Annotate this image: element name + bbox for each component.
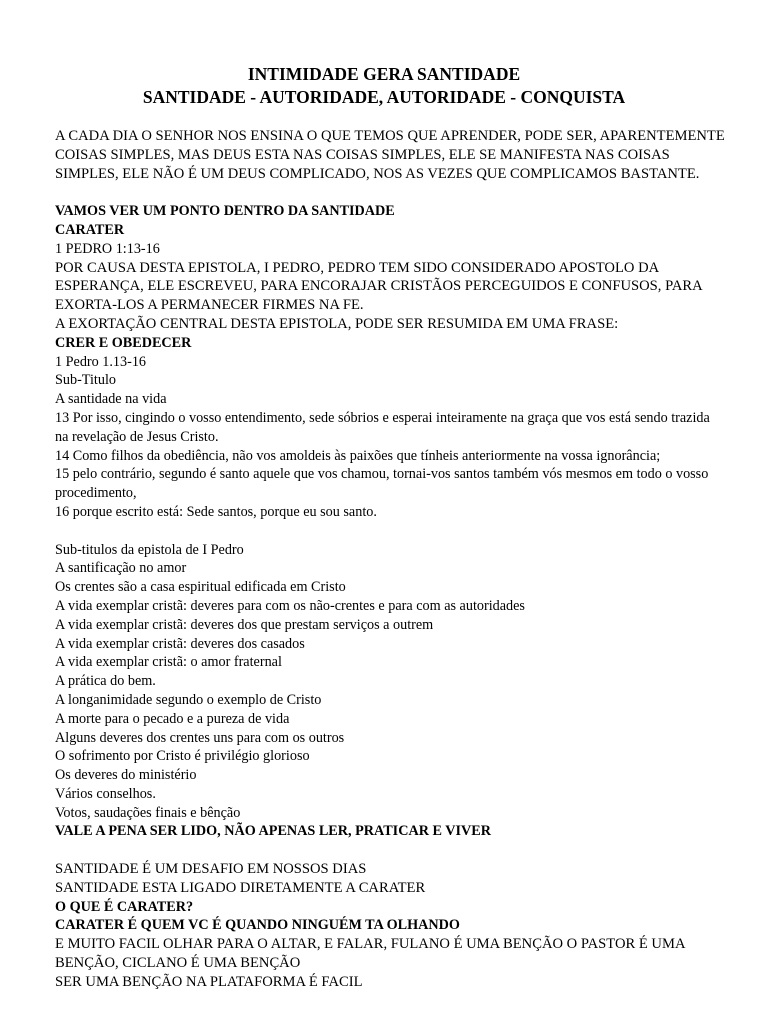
verse-line: 15 pelo contrário, segundo é santo aquele que vos chamou, tornai-vos santos também vós mesmos em todo o vosso	[55, 466, 709, 483]
list-item: A longanimidade segundo o exemplo de Cristo	[55, 691, 322, 708]
verse-line: na revelação de Jesus Cristo.	[55, 428, 219, 445]
intro-line: COISAS SIMPLES, MAS DEUS ESTA NAS COISAS SIMPLES, ELE SE MANIFESTA NAS COISAS	[55, 146, 670, 163]
body-line: EXORTA-LOS A PERMANECER FIRMES NA FE.	[55, 297, 364, 314]
intro-line: SIMPLES, ELE NÃO É UM DEUS COMPLICADO, NOS AS VEZES QUE COMPLICAMOS BASTANTE.	[55, 165, 700, 182]
list-item: O sofrimento por Cristo é privilégio glorioso	[55, 748, 310, 765]
verse-line: procedimento,	[55, 485, 137, 502]
list-item: A vida exemplar cristã: o amor fraternal	[55, 654, 282, 671]
bible-reference: 1 PEDRO 1:13-16	[55, 240, 160, 257]
list-item: A prática do bem.	[55, 673, 156, 690]
body-line: BENÇÃO, CICLANO É UMA BENÇÃO	[55, 955, 301, 972]
verse-line: 16 porque escrito está: Sede santos, porque eu sou santo.	[55, 503, 377, 520]
verse-line: 13 Por isso, cingindo o vosso entendimento, sede sóbrios e esperai inteiramente na graça que vos está sendo trazida	[55, 409, 710, 426]
list-item: A morte para o pecado e a pureza de vida	[55, 710, 290, 727]
list-item: Os deveres do ministério	[55, 767, 197, 784]
list-item: Vários conselhos.	[55, 785, 156, 802]
body-line: SANTIDADE É UM DESAFIO EM NOSSOS DIAS	[55, 861, 367, 878]
verse-line: A santidade na vida	[55, 391, 167, 408]
list-item: Votos, saudações finais e bênção	[55, 804, 241, 821]
list-item: A vida exemplar cristã: deveres dos que prestam serviços a outrem	[55, 616, 434, 633]
spacer	[55, 841, 735, 860]
list-item: Alguns deveres dos crentes uns para com os outros	[55, 729, 345, 746]
subtitles-heading: Sub-titulos da epistola de I Pedro	[55, 541, 244, 558]
document-title	[0, 63, 768, 109]
body-line: SANTIDADE ESTA LIGADO DIRETAMENTE A CARATER	[55, 879, 426, 896]
body-line: ESPERANÇA, ELE ESCREVEU, PARA ENCORAJAR CRISTÃOS PERCEGUIDOS E CONFUSOS, PARA	[55, 278, 703, 295]
spacer	[55, 183, 735, 202]
section-heading: VAMOS VER UM PONTO DENTRO DA SANTIDADE	[55, 203, 395, 220]
key-phrase: CRER E OBEDECER	[55, 334, 192, 351]
answer-line: CARATER É QUEM VC É QUANDO NINGUÉM TA OLHANDO	[55, 917, 460, 934]
verse-line: Sub-Titulo	[55, 372, 116, 389]
section-subheading: CARATER	[55, 221, 125, 238]
body-line: E MUITO FACIL OLHAR PARA O ALTAR, E FALAR, FULANO É UMA BENÇÃO O PASTOR É UMA	[55, 936, 686, 953]
title-line-1: INTIMIDADE GERA SANTIDADE	[247, 64, 521, 84]
list-item: A vida exemplar cristã: deveres para com os não-crentes e para com as autoridades	[55, 597, 525, 614]
list-item: Os crentes são a casa espiritual edificada em Cristo	[55, 579, 346, 596]
body-line: SER UMA BENÇÃO NA PLATAFORMA É FACIL	[55, 973, 363, 990]
document-body	[55, 127, 735, 992]
title-line-2: SANTIDADE - AUTORIDADE, AUTORIDADE - CONQUISTA	[142, 87, 626, 107]
verse-line: 14 Como filhos da obediência, não vos amoldeis às paixões que tínheis anteriormente na vossa ignorância;	[55, 447, 661, 464]
list-item: A vida exemplar cristã: deveres dos casados	[55, 635, 305, 652]
spacer	[55, 522, 735, 541]
question-line: O QUE É CARATER?	[55, 898, 194, 915]
intro-line: A CADA DIA O SENHOR NOS ENSINA O QUE TEMOS QUE APRENDER, PODE SER, APARENTEMENTE	[55, 128, 725, 144]
body-line: POR CAUSA DESTA EPISTOLA, I PEDRO, PEDRO TEM SIDO CONSIDERADO APOSTOLO DA	[55, 259, 660, 276]
body-line: A EXORTAÇÃO CENTRAL DESTA EPISTOLA, PODE SER RESUMIDA EM UMA FRASE:	[55, 315, 619, 332]
verse-line: 1 Pedro 1.13-16	[55, 353, 147, 370]
list-item: A santificação no amor	[55, 560, 187, 577]
closing-statement: VALE A PENA SER LIDO, NÃO APENAS LER, PRATICAR E VIVER	[55, 823, 491, 840]
